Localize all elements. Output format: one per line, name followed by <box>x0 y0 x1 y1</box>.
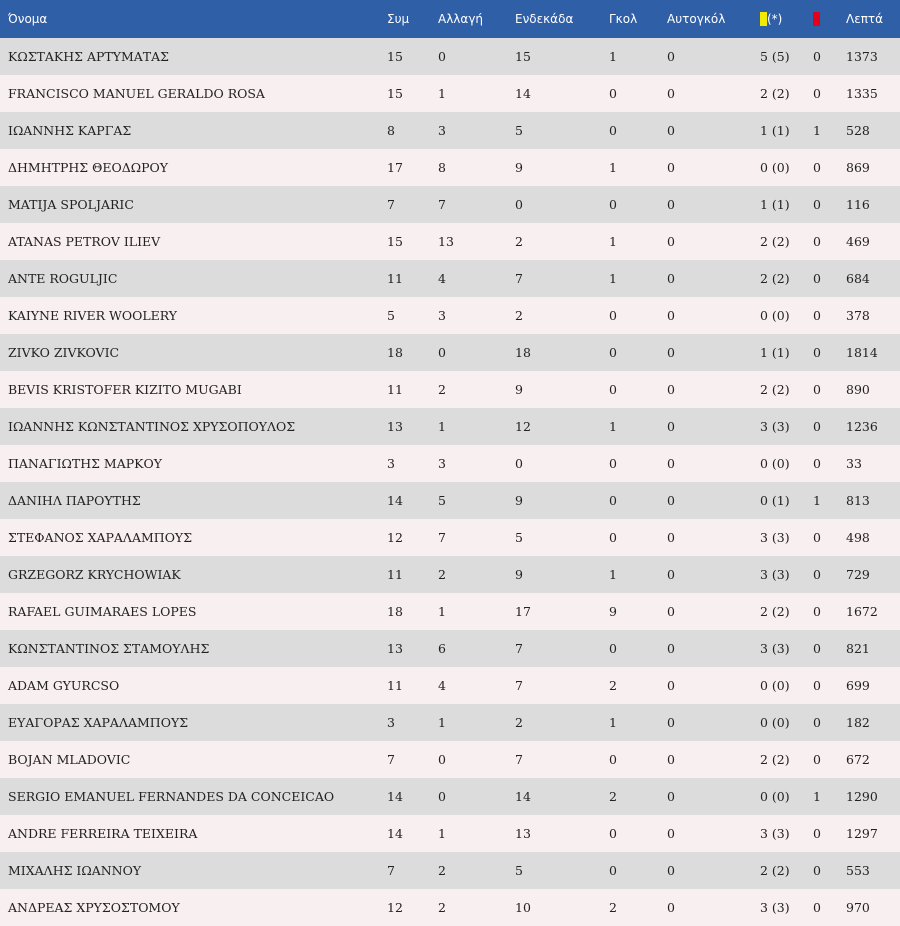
player-red-cards: 1 <box>813 789 821 804</box>
player-apps: 11 <box>387 678 403 693</box>
table-row[interactable] <box>0 556 900 593</box>
player-sub: 1 <box>438 419 446 434</box>
player-yellow-cards: 1 (1) <box>760 345 790 360</box>
player-apps: 11 <box>387 567 403 582</box>
player-sub: 2 <box>438 863 446 878</box>
player-goals: 1 <box>609 567 617 582</box>
player-sub: 3 <box>438 308 446 323</box>
player-yellow-cards: 3 (3) <box>760 826 790 841</box>
player-goals: 0 <box>609 493 617 508</box>
player-name: ΙΩΑΝΝΗΣ ΚΑΡΓΑΣ <box>8 123 132 138</box>
player-red-cards: 0 <box>813 715 821 730</box>
table-row[interactable] <box>0 889 900 926</box>
player-name: ΚΩΣΤΑΚΗΣ ΑΡΤΥΜΑΤΑΣ <box>8 49 170 64</box>
player-red-cards: 0 <box>813 345 821 360</box>
player-goals: 9 <box>609 604 617 619</box>
player-goals: 1 <box>609 49 617 64</box>
player-yellow-cards: 1 (1) <box>760 197 790 212</box>
player-start: 7 <box>515 752 523 767</box>
player-name: KAIYNE RIVER WOOLERY <box>8 308 178 323</box>
player-own-goals: 0 <box>667 419 675 434</box>
player-yellow-cards: 0 (0) <box>760 160 790 175</box>
player-goals: 1 <box>609 160 617 175</box>
player-name: ATANAS PETROV ILIEV <box>8 234 161 249</box>
player-goals: 0 <box>609 456 617 471</box>
player-apps: 12 <box>387 900 403 915</box>
header-minutes[interactable]: Λεπτά <box>846 12 884 26</box>
player-apps: 5 <box>387 308 395 323</box>
player-minutes: 1290 <box>846 789 878 804</box>
player-apps: 13 <box>387 641 403 656</box>
player-own-goals: 0 <box>667 789 675 804</box>
player-apps: 3 <box>387 456 395 471</box>
table-row[interactable] <box>0 408 900 445</box>
player-start: 5 <box>515 123 523 138</box>
table-row[interactable] <box>0 630 900 667</box>
table-row[interactable] <box>0 741 900 778</box>
player-start: 14 <box>515 789 531 804</box>
player-name: BEVIS KRISTOFER KIZITO MUGABI <box>8 382 242 397</box>
player-yellow-cards: 5 (5) <box>760 49 790 64</box>
player-apps: 18 <box>387 345 403 360</box>
player-name: MATIJA SPOLJARIC <box>8 197 134 212</box>
player-minutes: 553 <box>846 863 870 878</box>
player-start: 2 <box>515 715 523 730</box>
table-row[interactable] <box>0 297 900 334</box>
player-minutes: 672 <box>846 752 870 767</box>
player-own-goals: 0 <box>667 567 675 582</box>
header-own-goals[interactable]: Αυτογκόλ <box>667 12 726 26</box>
player-minutes: 729 <box>846 567 870 582</box>
player-yellow-cards: 3 (3) <box>760 530 790 545</box>
player-apps: 15 <box>387 49 403 64</box>
table-row[interactable] <box>0 704 900 741</box>
yellow-card-icon <box>760 12 767 26</box>
player-goals: 0 <box>609 863 617 878</box>
player-apps: 8 <box>387 123 395 138</box>
player-apps: 14 <box>387 789 403 804</box>
table-row[interactable] <box>0 667 900 704</box>
player-own-goals: 0 <box>667 863 675 878</box>
player-sub: 4 <box>438 678 446 693</box>
player-sub: 0 <box>438 789 446 804</box>
player-start: 2 <box>515 308 523 323</box>
player-apps: 3 <box>387 715 395 730</box>
player-red-cards: 0 <box>813 419 821 434</box>
player-minutes: 699 <box>846 678 870 693</box>
player-own-goals: 0 <box>667 715 675 730</box>
player-goals: 0 <box>609 308 617 323</box>
player-sub: 3 <box>438 123 446 138</box>
player-red-cards: 1 <box>813 123 821 138</box>
table-body <box>0 38 900 926</box>
player-goals: 0 <box>609 752 617 767</box>
player-own-goals: 0 <box>667 160 675 175</box>
player-red-cards: 0 <box>813 900 821 915</box>
player-sub: 7 <box>438 197 446 212</box>
player-apps: 18 <box>387 604 403 619</box>
header-sub[interactable]: Αλλαγή <box>438 12 484 26</box>
player-goals: 0 <box>609 345 617 360</box>
player-sub: 6 <box>438 641 446 656</box>
player-red-cards: 0 <box>813 308 821 323</box>
player-yellow-cards: 2 (2) <box>760 863 790 878</box>
player-own-goals: 0 <box>667 197 675 212</box>
player-minutes: 1335 <box>846 86 878 101</box>
table-row[interactable] <box>0 815 900 852</box>
player-name: ZIVKO ZIVKOVIC <box>8 345 120 360</box>
player-own-goals: 0 <box>667 382 675 397</box>
player-yellow-cards: 0 (0) <box>760 789 790 804</box>
player-own-goals: 0 <box>667 123 675 138</box>
player-own-goals: 0 <box>667 530 675 545</box>
player-minutes: 1672 <box>846 604 878 619</box>
player-start: 7 <box>515 678 523 693</box>
player-minutes: 813 <box>846 493 870 508</box>
player-start: 7 <box>515 641 523 656</box>
player-goals: 1 <box>609 271 617 286</box>
player-start: 0 <box>515 456 523 471</box>
player-own-goals: 0 <box>667 86 675 101</box>
header-apps[interactable]: Συμ <box>387 12 410 26</box>
player-apps: 15 <box>387 234 403 249</box>
player-name: ΜΙΧΑΛΗΣ ΙΩΑΝΝΟΥ <box>8 863 142 878</box>
player-red-cards: 0 <box>813 456 821 471</box>
player-own-goals: 0 <box>667 900 675 915</box>
table-row[interactable] <box>0 445 900 482</box>
player-minutes: 1373 <box>846 49 878 64</box>
player-name: FRANCISCO MANUEL GERALDO ROSA <box>8 86 265 101</box>
player-name: ΣΤΕΦΑΝΟΣ ΧΑΡΑΛΑΜΠΟΥΣ <box>8 530 193 545</box>
player-sub: 1 <box>438 826 446 841</box>
player-own-goals: 0 <box>667 234 675 249</box>
player-red-cards: 0 <box>813 160 821 175</box>
player-apps: 13 <box>387 419 403 434</box>
player-goals: 0 <box>609 197 617 212</box>
player-apps: 11 <box>387 382 403 397</box>
player-name: ΕΥΑΓΟΡΑΣ ΧΑΡΑΛΑΜΠΟΥΣ <box>8 715 189 730</box>
player-name: ΔΗΜΗΤΡΗΣ ΘΕΟΔΩΡΟΥ <box>8 160 169 175</box>
player-start: 10 <box>515 900 531 915</box>
player-start: 7 <box>515 271 523 286</box>
player-start: 5 <box>515 863 523 878</box>
player-sub: 5 <box>438 493 446 508</box>
player-yellow-cards: 1 (1) <box>760 123 790 138</box>
player-start: 17 <box>515 604 531 619</box>
player-apps: 11 <box>387 271 403 286</box>
player-yellow-cards: 2 (2) <box>760 234 790 249</box>
player-red-cards: 0 <box>813 49 821 64</box>
header-yellow-inner <box>760 12 782 26</box>
player-red-cards: 0 <box>813 678 821 693</box>
player-apps: 17 <box>387 160 403 175</box>
player-goals: 1 <box>609 419 617 434</box>
player-start: 9 <box>515 567 523 582</box>
player-own-goals: 0 <box>667 752 675 767</box>
player-minutes: 890 <box>846 382 870 397</box>
player-goals: 1 <box>609 715 617 730</box>
player-apps: 7 <box>387 197 395 212</box>
player-start: 9 <box>515 493 523 508</box>
player-goals: 0 <box>609 826 617 841</box>
player-goals: 2 <box>609 789 617 804</box>
table-row[interactable] <box>0 334 900 371</box>
player-red-cards: 0 <box>813 197 821 212</box>
table-row[interactable] <box>0 186 900 223</box>
player-red-cards: 0 <box>813 86 821 101</box>
header-row <box>0 0 900 38</box>
table-row[interactable] <box>0 482 900 519</box>
player-sub: 0 <box>438 49 446 64</box>
player-red-cards: 0 <box>813 567 821 582</box>
player-sub: 2 <box>438 567 446 582</box>
player-name: ΑΝΔΡΕΑΣ ΧΡΥΣΟΣΤΟΜΟΥ <box>8 900 180 915</box>
player-goals: 2 <box>609 678 617 693</box>
player-red-cards: 0 <box>813 382 821 397</box>
player-minutes: 821 <box>846 641 870 656</box>
player-apps: 7 <box>387 752 395 767</box>
player-yellow-cards: 0 (0) <box>760 456 790 471</box>
player-yellow-cards: 2 (2) <box>760 382 790 397</box>
player-own-goals: 0 <box>667 493 675 508</box>
player-minutes: 1297 <box>846 826 878 841</box>
player-name: BOJAN MLADOVIC <box>8 752 131 767</box>
player-red-cards: 0 <box>813 604 821 619</box>
player-name: ΚΩΝΣΤΑΝΤΙΝΟΣ ΣΤΑΜΟΥΛΗΣ <box>8 641 210 656</box>
player-own-goals: 0 <box>667 271 675 286</box>
player-yellow-cards: 3 (3) <box>760 419 790 434</box>
header-red[interactable] <box>805 0 838 38</box>
table-row[interactable] <box>0 778 900 815</box>
player-goals: 0 <box>609 641 617 656</box>
player-sub: 1 <box>438 715 446 730</box>
table-row[interactable] <box>0 75 900 112</box>
player-apps: 12 <box>387 530 403 545</box>
player-own-goals: 0 <box>667 49 675 64</box>
player-yellow-cards: 0 (1) <box>760 493 790 508</box>
table-row[interactable] <box>0 852 900 889</box>
player-own-goals: 0 <box>667 678 675 693</box>
player-yellow-cards: 3 (3) <box>760 900 790 915</box>
player-apps: 14 <box>387 826 403 841</box>
player-yellow-cards: 0 (0) <box>760 715 790 730</box>
player-yellow-cards: 0 (0) <box>760 678 790 693</box>
player-minutes: 528 <box>846 123 870 138</box>
table-header <box>0 0 900 38</box>
player-minutes: 378 <box>846 308 870 323</box>
player-minutes: 1236 <box>846 419 878 434</box>
player-sub: 7 <box>438 530 446 545</box>
player-goals: 2 <box>609 900 617 915</box>
header-goals[interactable]: Γκολ <box>609 12 638 26</box>
player-name: ANTE ROGULJIC <box>8 271 118 286</box>
player-name: ADAM GYURCSO <box>8 678 120 693</box>
player-minutes: 498 <box>846 530 870 545</box>
player-red-cards: 1 <box>813 493 821 508</box>
player-name: RAFAEL GUIMARAES LOPES <box>8 604 197 619</box>
player-goals: 0 <box>609 530 617 545</box>
player-minutes: 970 <box>846 900 870 915</box>
player-red-cards: 0 <box>813 271 821 286</box>
player-sub: 2 <box>438 900 446 915</box>
player-own-goals: 0 <box>667 641 675 656</box>
player-sub: 0 <box>438 345 446 360</box>
header-yellow-suffix: (*) <box>767 12 783 26</box>
table-row[interactable] <box>0 519 900 556</box>
table-row[interactable] <box>0 260 900 297</box>
player-yellow-cards: 0 (0) <box>760 308 790 323</box>
player-start: 18 <box>515 345 531 360</box>
player-goals: 1 <box>609 234 617 249</box>
player-red-cards: 0 <box>813 752 821 767</box>
player-sub: 3 <box>438 456 446 471</box>
player-sub: 8 <box>438 160 446 175</box>
header-yellow[interactable] <box>752 0 805 38</box>
red-card-icon <box>813 12 820 26</box>
player-apps: 15 <box>387 86 403 101</box>
player-name: ΙΩΑΝΝΗΣ ΚΩΝΣΤΑΝΤΙΝΟΣ ΧΡΥΣΟΠΟΥΛΟΣ <box>8 419 296 434</box>
player-sub: 1 <box>438 86 446 101</box>
player-sub: 13 <box>438 234 454 249</box>
table-row[interactable] <box>0 371 900 408</box>
player-minutes: 684 <box>846 271 870 286</box>
player-start: 9 <box>515 382 523 397</box>
player-yellow-cards: 2 (2) <box>760 86 790 101</box>
player-name: SERGIO EMANUEL FERNANDES DA CONCEICAO <box>8 789 335 804</box>
player-red-cards: 0 <box>813 641 821 656</box>
player-sub: 4 <box>438 271 446 286</box>
table-row[interactable] <box>0 149 900 186</box>
player-yellow-cards: 3 (3) <box>760 641 790 656</box>
player-own-goals: 0 <box>667 345 675 360</box>
player-name: ΠΑΝΑΓΙΩΤΗΣ ΜΑΡΚΟΥ <box>8 456 162 471</box>
player-yellow-cards: 2 (2) <box>760 271 790 286</box>
player-yellow-cards: 3 (3) <box>760 567 790 582</box>
player-start: 9 <box>515 160 523 175</box>
player-goals: 0 <box>609 123 617 138</box>
player-own-goals: 0 <box>667 456 675 471</box>
table-row[interactable] <box>0 112 900 149</box>
player-red-cards: 0 <box>813 234 821 249</box>
player-goals: 0 <box>609 86 617 101</box>
table-row[interactable] <box>0 223 900 260</box>
player-own-goals: 0 <box>667 604 675 619</box>
player-minutes: 869 <box>846 160 870 175</box>
player-sub: 1 <box>438 604 446 619</box>
player-start: 5 <box>515 530 523 545</box>
table-row[interactable] <box>0 593 900 630</box>
player-sub: 2 <box>438 382 446 397</box>
player-red-cards: 0 <box>813 863 821 878</box>
player-name: ANDRE FERREIRA TEIXEIRA <box>8 826 198 841</box>
table-row[interactable] <box>0 38 900 75</box>
player-yellow-cards: 2 (2) <box>760 604 790 619</box>
player-start: 2 <box>515 234 523 249</box>
player-own-goals: 0 <box>667 308 675 323</box>
player-yellow-cards: 2 (2) <box>760 752 790 767</box>
header-start[interactable]: Ενδεκάδα <box>515 12 574 26</box>
player-start: 13 <box>515 826 531 841</box>
player-start: 0 <box>515 197 523 212</box>
player-minutes: 1814 <box>846 345 878 360</box>
player-apps: 14 <box>387 493 403 508</box>
player-name: ΔΑΝΙΗΛ ΠΑΡΟΥΤΗΣ <box>8 493 141 508</box>
player-minutes: 33 <box>846 456 862 471</box>
player-start: 14 <box>515 86 531 101</box>
player-start: 12 <box>515 419 531 434</box>
player-name: GRZEGORZ KRYCHOWIAK <box>8 567 181 582</box>
player-goals: 0 <box>609 382 617 397</box>
player-minutes: 182 <box>846 715 870 730</box>
header-name[interactable]: Όνομα <box>8 12 48 26</box>
player-sub: 0 <box>438 752 446 767</box>
player-red-cards: 0 <box>813 826 821 841</box>
player-red-cards: 0 <box>813 530 821 545</box>
player-apps: 7 <box>387 863 395 878</box>
player-minutes: 116 <box>846 197 870 212</box>
player-own-goals: 0 <box>667 826 675 841</box>
player-minutes: 469 <box>846 234 870 249</box>
player-start: 15 <box>515 49 531 64</box>
